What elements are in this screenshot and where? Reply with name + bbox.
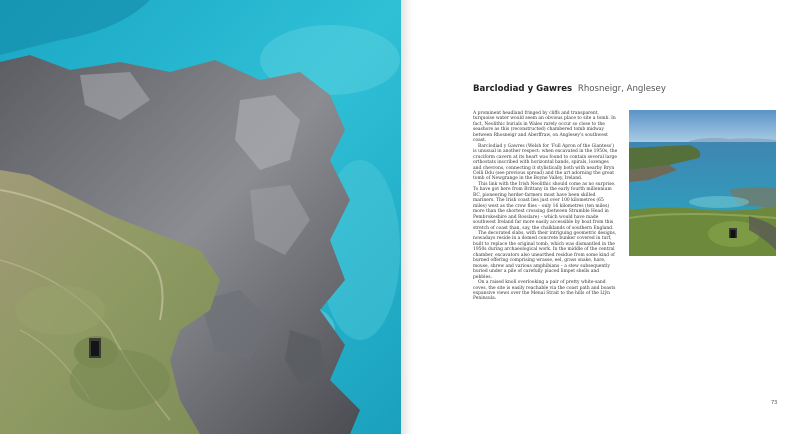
site-location: Rhosneigr, Anglesey bbox=[577, 84, 666, 94]
paragraph-3: This link with the Irish Neolithic should come as no surprise. To have got here from Brittany in the early fourth millennium BC, pioneering herder-farmers must have been skilled mariners. The Irish coast lies just over 100 kilometres (65 miles) west as the crow flies – only 16 kilometres (ten miles) more than the shortest crossing (between Strumble Head in Pembrokeshire and Rosslare) – which would have made southwest Ireland far more easily accessible by boat from this stretch of coast than, say, the chalklands of southern England. bbox=[473, 181, 616, 231]
site-title: Barclodiad y Gawres bbox=[473, 84, 573, 94]
section-heading bbox=[473, 84, 773, 94]
inset-tomb-photo bbox=[629, 110, 776, 256]
page-number: 73 bbox=[771, 400, 778, 406]
paragraph-5: On a raised knoll overlooking a pair of pretty white-sand coves, the site is easily reachable via the coast path and boasts expansive views over the Menai Strait to the hills of the Llŷn Peninsula. bbox=[473, 280, 616, 302]
right-page bbox=[401, 0, 800, 434]
paragraph-1: A prominent headland fringed by cliffs and transparent, turquoise water would seem an obvious place to site a tomb. In fact, Neolithic burials in Wales rarely occur so close to the seashore as this (reconstructed) chambered tomb midway between Rhosneigr and Aberffraw, on Anglesey’s southwest coast. bbox=[473, 111, 616, 144]
paragraph-4: The decorated slabs, with their intriguing geometric designs, nowadays reside in a domed concrete bunker covered in turf, built to replace the original tomb, which was dismantled in the 1950s during archaeological work. In the middle of the central chamber, excavators also unearthed residue from some kind of burned offering comprising wrasse, eel, grass snake, hare, mouse, shrew and various amphibians – a stew subsequently buried under a pile of carefully placed limpet shells and pebbles. bbox=[473, 230, 617, 280]
paragraph-2: Barclodiad y Gawres (Welsh for ‘Full Apron of the Giantess’) is unusual in another respect: when excavated in the 1950s, the cruciform cavern at its heart was found to contain several large orthostats inscribed with horizontal bands, spirals, lozenges and chevrons, connecting it stylistically both with nearby Bryn Celli Ddu (see previous spread) and the art adorning the great tomb of Newgrange in the Boyne Valley, Ireland. bbox=[473, 143, 618, 182]
body-text bbox=[473, 111, 618, 302]
